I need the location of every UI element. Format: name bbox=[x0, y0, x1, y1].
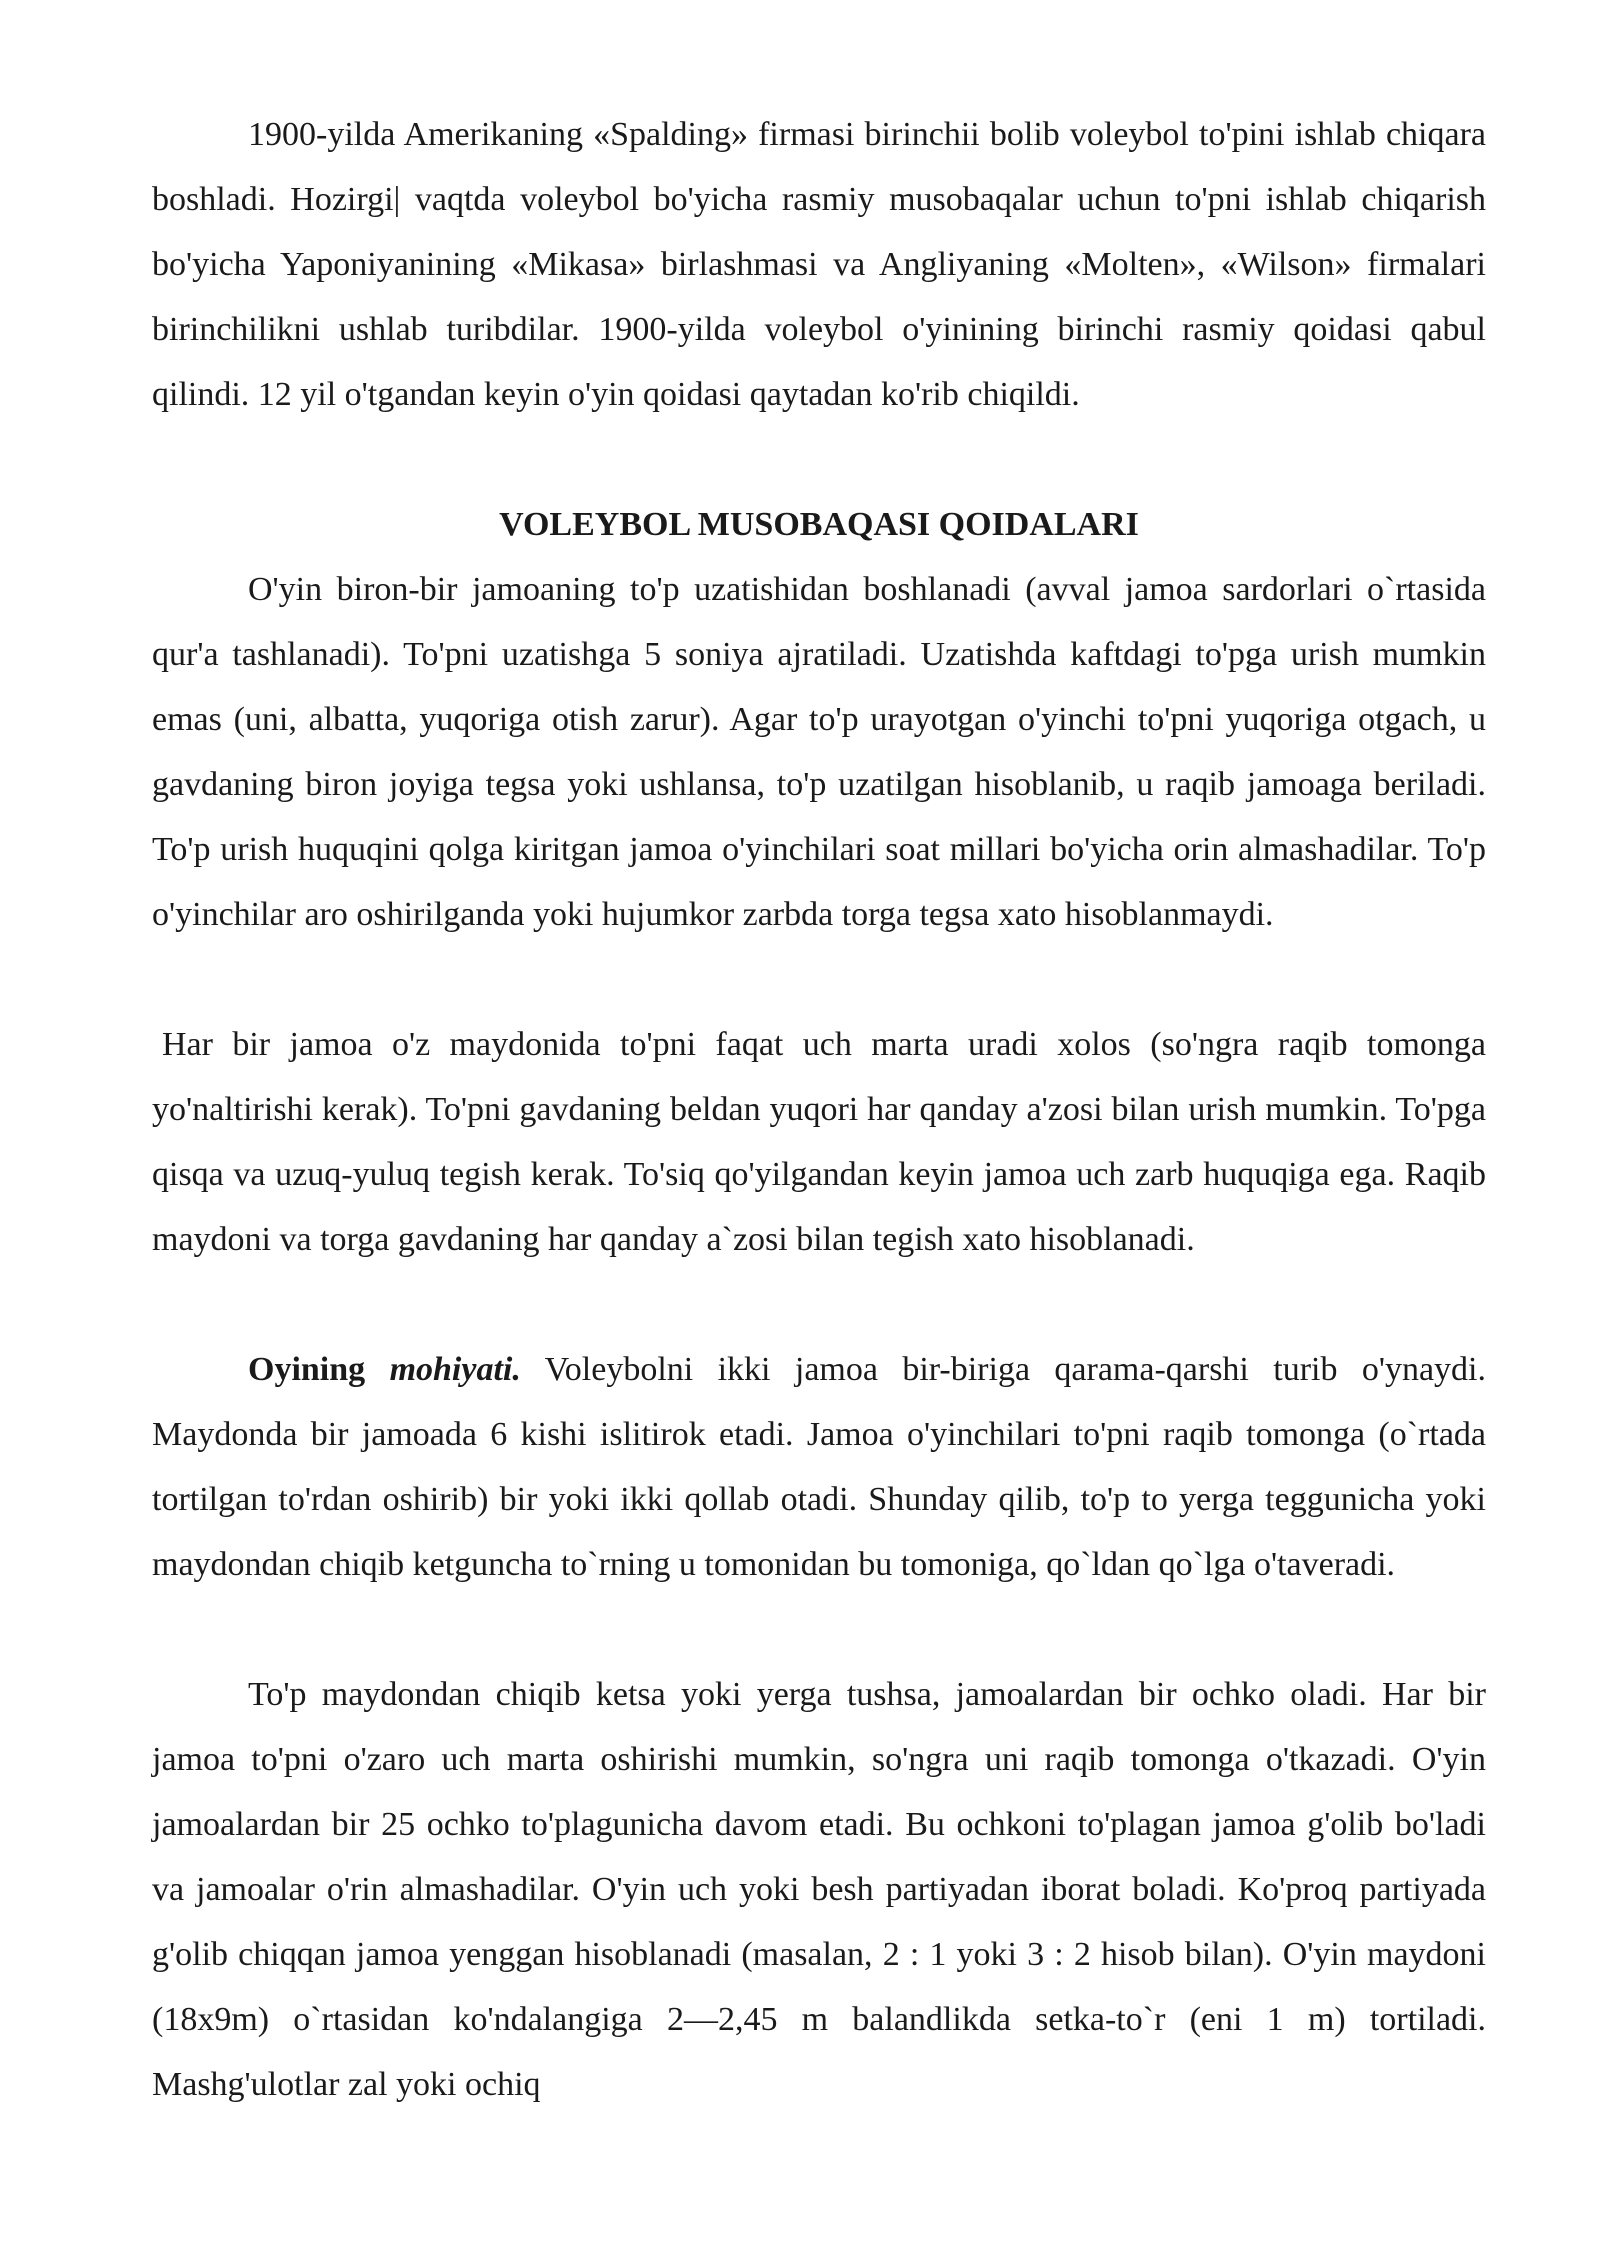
essence-lead-bolditalic: mohiyati. bbox=[389, 1351, 521, 1388]
paragraph-scoring: To'p maydondan chiqib ketsa yoki yerga tushsa, jamoalardan bir ochko oladi. Har bir jamoa to'pni o'zaro uch marta oshirishi mumkin, so'ngra uni raqib tomonga o'tkazadi. O'yin jamoalardan bir 25 ochko to'plagunicha davom etadi. Bu ochkoni to'plagan jamoa g'olib bo'ladi va jamoalar o'rin almashadilar. O'yin uch yoki besh partiyadan iborat boladi. Ko'proq partiyada g'olib chiqqan jamoa yenggan hisoblanadi (masalan, 2 : 1 yoki 3 : 2 hisob bilan). O'yin maydoni (18x9m) o`rtasidan ko'ndalangiga 2—2,45 m balandlikda setka-to`r (eni 1 m) tortiladi. Mashg'ulotlar zal yoki ochiq bbox=[152, 1676, 1486, 2103]
essence-text: Voleybolni ikki jamoa bir-biriga qarama-qarshi turib o'ynaydi. Maydonda bir jamoada 6 kishi islitirok etadi. Jamoa o'yinchilari to'pni raqib tomonga (o`rtada tortilgan to'rdan oshirib) bir yoki ikki qollab otadi. Shunday qilib, to'p to yerga teggunicha yoki maydondan chiqib ketguncha to`rning u tomonidan bu tomoniga, qo`ldan qo`lga o'taveradi. bbox=[152, 1351, 1487, 1583]
paragraph-serve-rules: O'yin biron-bir jamoaning to'p uzatishidan boshlanadi (avval jamoa sardorlari o`rtasida qur'a tashlanadi). To'pni uzatishga 5 soniya ajratiladi. Uzatishda kaftdagi to'pga urish mumkin emas (uni, albatta, yuqoriga otish zarur). Agar to'p urayotgan o'yinchi to'pni yuqoriga otgach, u gavdaning biron joyiga tegsa yoki ushlansa, to'p uzatilgan hisoblanib, u raqib jamoaga beriladi. To'p urish huquqini qolga kiritgan jamoa o'yinchilari soat millari bo'yicha orin almashadilar. To'p o'yinchilar aro oshirilganda yoki hujumkor zarbda torga tegsa xato hisoblanmaydi. bbox=[152, 571, 1486, 933]
paragraph-touch-rules: Har bir jamoa o'z maydonida to'pni faqat uch marta uradi xolos (so'ngra raqib tomonga yo'naltirishi kerak). To'pni gavdaning beldan yuqori har qanday a'zosi bilan urish mumkin. To'pga qisqa va uzuq-yuluq tegish kerak. To'siq qo'yilgandan keyin jamoa uch zarb huquqiga ega. Raqib maydoni va torga gavdaning har qanday a`zosi bilan tegish xato hisoblanadi. bbox=[152, 1026, 1486, 1258]
section-heading: VOLEYBOL MUSOBAQASI QOIDALARI bbox=[499, 506, 1139, 543]
essence-lead-bold: Oyining bbox=[248, 1351, 366, 1388]
paragraph-essence bbox=[152, 1337, 1486, 1597]
paragraph-history: 1900-yilda Amerikaning «Spalding» firmasi birinchii bolib voleybol to'pini ishlab chiqara boshladi. Hozirgi| vaqtda voleybol bo'yicha rasmiy musobaqalar uchun to'pni ishlab chiqarish bo'yicha Yaponiyanining «Mikasa» birlashmasi va Angliyaning «Molten», «Wilson» firmalari birinchilikni ushlab turibdilar. 1900-yilda voleybol o'yinining birinchi rasmiy qoidasi qabul qilindi. 12 yil o'tgandan keyin o'yin qoidasi qaytadan ko'rib chiqildi. bbox=[152, 116, 1486, 413]
